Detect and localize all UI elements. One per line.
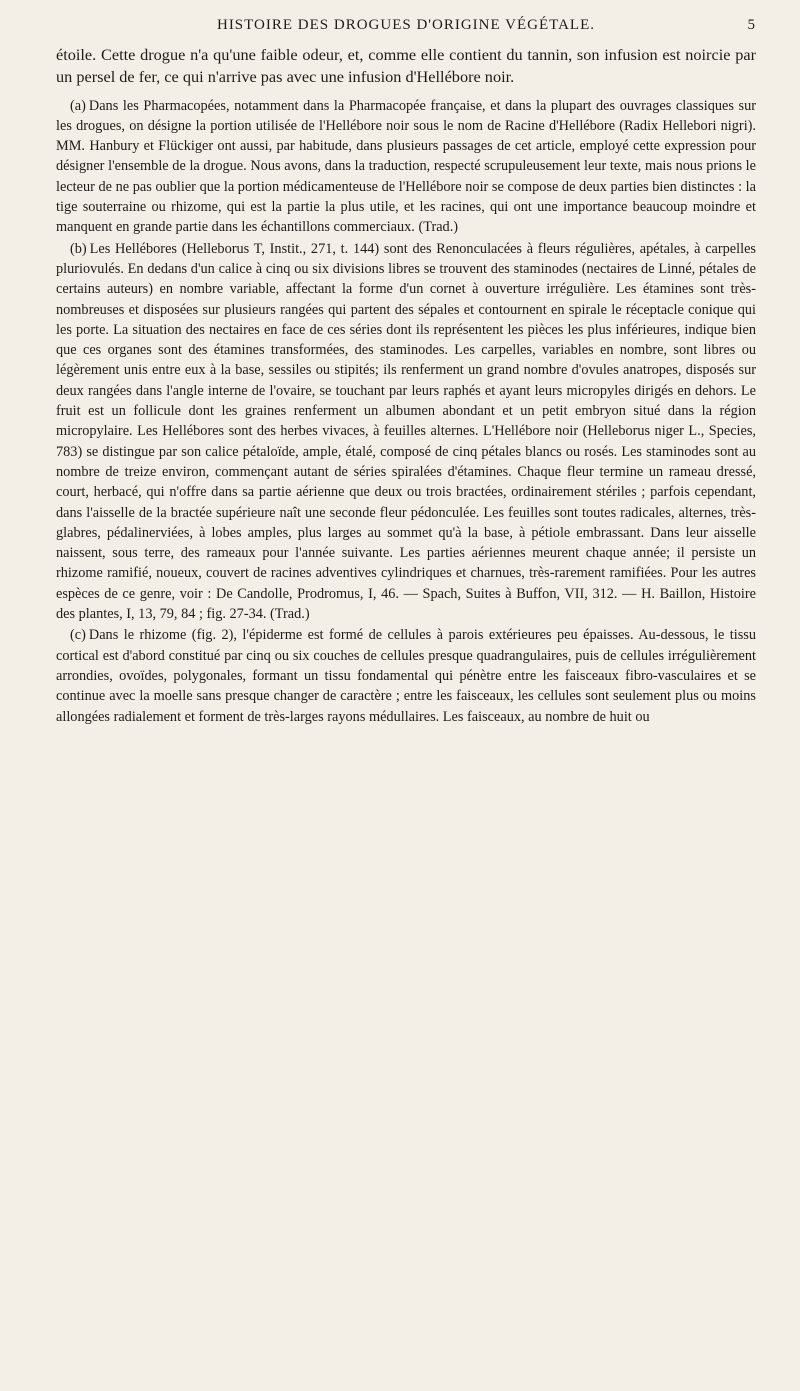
footnote-mark: (b) (70, 240, 87, 257)
footnote-text: Dans les Pharmacopées, notamment dans la Pharmacopée française, et dans la plupart des ouvrages classiques sur les drogues, on désigne la portion utilisée de l'Hellébore noir sous le nom de Racine d'Hellébore (Radix Hellebori nigri). MM. Hanbury et Flückiger ont aussi, par habitude, dans plusieurs passages de cet article, employé cette expression pour désigner l'ensemble de la drogue. Nous avons, dans la traduction, respecté scrupuleusement leur texte, mais nous prions le lecteur de ne pas oublier que la portion médicamenteuse de l'Hellébore noir se compose de deux parties bien distinctes : la tige souterraine ou rhizome, qui est la partie la plus utile, et les racines, qui ont une importance beaucoup moindre et manquent en grande partie dans les échantillons commerciaux. (Trad.) (56, 97, 756, 236)
running-title: HISTOIRE DES DROGUES D'ORIGINE VÉGÉTALE. (216, 17, 595, 33)
page-number: 5 (747, 17, 756, 33)
footnote-text: Les Hellébores (Helleborus T, Instit., 271, t. 144) sont des Renonculacées à fleurs régulières, apétales, à carpelles pluriovulés. En dedans d'un calice à cinq ou six divisions libres se trouvent des staminodes (nectaires de Linné, pétales de certains auteurs) en nombre variable, affectant la forme d'un cornet à ouverture irrégulière. Les étamines sont très-nombreuses et disposées sur plusieurs rangées qui partent des sépales et contournent en spirale le réceptacle conique qui les porte. La situation des nectaires en face de ces séries dont ils représentent les pièces les plus inférieures, indique bien que ces organes sont des étamines transformées, des staminodes. Les carpelles, variables en nombre, sont libres ou légèrement unis entre eux à la base, sessiles ou stipités; ils renferment un grand nombre d'ovules anatropes, disposés sur deux rangées dans l'angle interne de l'ovaire, se touchant par leurs raphés et ayant leurs micropyles dirigés en dehors. Le fruit est un follicule dont les graines renferment un albumen abondant et un petit embryon situé dans la région micropylaire. Les Hellébores sont des herbes vivaces, à feuilles alternes. L'Hellébore noir (Helleborus niger L., Species, 783) se distingue par son calice pétaloïde, ample, étalé, composé de cinq pétales blancs ou rosés. Les staminodes sont au nombre de treize environ, commençant autant de séries spiralées d'étamines. Chaque fleur termine un rameau dressé, court, herbacé, qui n'offre dans sa partie aérienne que deux ou trois bractées, ordinairement stériles ; parfois cependant, dans l'aisselle de la bractée supérieure naît une seconde fleur pédonculée. Les feuilles sont toutes radicales, alternes, très-glabres, pédalinerviées, à lobes amples, plus larges au sommet qu'à la base, à pétiole embrassant. Dans leur aisselle naissent, sous terre, des rameaux pour l'année suivante. Les parties aériennes meurent chaque année; il persiste un rhizome ramifié, noueux, couvert de racines adventives cylindriques et charnues, très-rarement ramifiées. Pour les autres espèces de ce genre, voir : De Candolle, Prodromus, I, 46. — Spach, Suites à Buffon, VII, 312. — H. Baillon, Histoire des plantes, I, 13, 79, 84 ; fig. 27-34. (Trad.) (56, 240, 756, 623)
running-header (56, 14, 756, 36)
footnote-b (56, 239, 756, 625)
footnote-mark: (a) (70, 97, 86, 114)
footnote-mark: (c) (70, 627, 86, 644)
lead-paragraph: étoile. Cette drogue n'a qu'une faible odeur, et, comme elle contient du tannin, son infusion est noircie par un persel de fer, ce qui n'arrive pas avec une infusion d'Hellébore noir. (56, 45, 756, 87)
footnote-a (56, 96, 756, 238)
footnote-c (56, 625, 756, 726)
footnote-text: Dans le rhizome (fig. 2), l'épiderme est formé de cellules à parois extérieures peu épaisses. Au-dessous, le tissu cortical est d'abord constitué par cinq ou six couches de cellules presque quadrangulaires, puis de cellules irrégulièrement arrondies, ovoïdes, polygonales, formant un tissu fondamental qui pénètre entre les faisceaux fibro-vasculaires et se continue avec la moelle sans presque changer de caractère ; entre les faisceaux, les cellules sont seulement plus ou moins allongées radialement et forment de très-larges rayons médullaires. Les faisceaux, au nombre de huit ou (56, 627, 756, 725)
